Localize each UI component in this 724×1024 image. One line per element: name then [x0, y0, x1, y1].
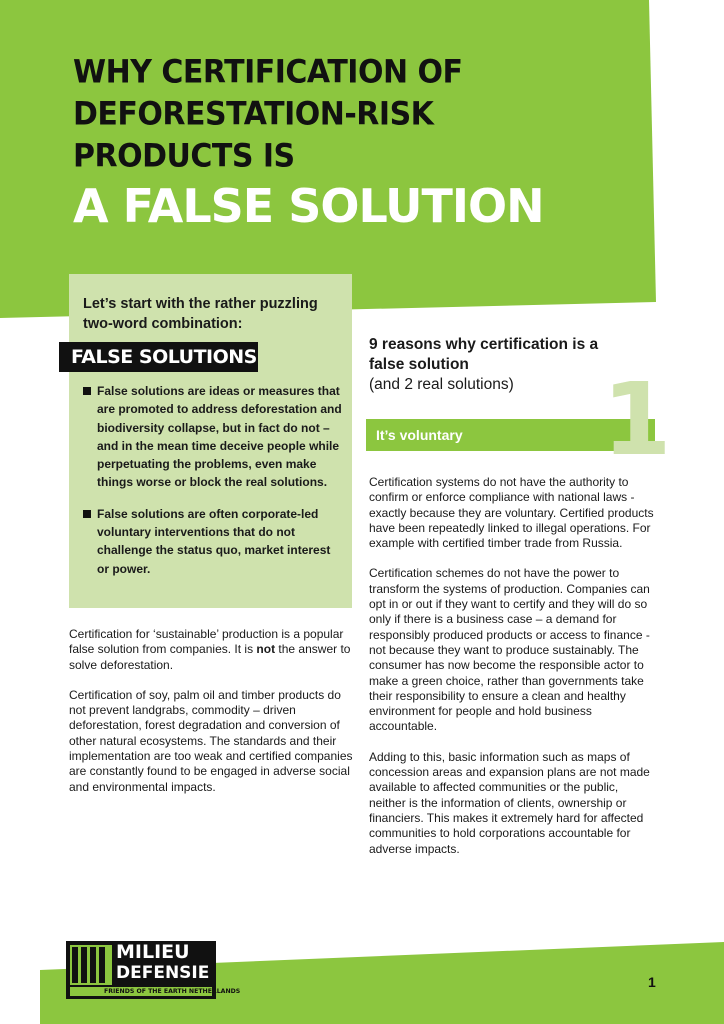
list-item	[83, 382, 345, 492]
bullet-list	[83, 382, 345, 591]
reasons-heading	[369, 335, 629, 395]
bold-emphasis: not	[256, 642, 276, 657]
square-bullet-icon	[83, 387, 91, 395]
paragraph: Certification schemes do not have the power to transform the systems of production. Companies can opt in or out if they want to certify and they will do so only if there is a business case – a demand for responsibly produced products or access to finance - not because they want to produce sustainably. The consumer has now become the responsible actor to make a green choice, rather than governments take their responsibility to ensure a clean and healthy environment for people and hold business accountable.	[369, 566, 650, 734]
false-solutions-box	[69, 274, 352, 608]
page-number: 1	[648, 974, 656, 990]
text-span: Certification for ‘sustainable’ production is a popular false solution from companies. It is	[69, 627, 344, 657]
title-line-3: PRODUCTS IS	[73, 137, 295, 176]
title-emphasis: A FALSE SOLUTION	[73, 179, 544, 233]
left-column-text	[69, 627, 354, 810]
box-intro: Let’s start with the rather puzzling two-word combination:	[83, 296, 318, 332]
bullet-text: False solutions are ideas or measures that are promoted to address deforestation and biodiversity collapse, but in fact do not – and in the mean time deceive people while perpetuating the problems, even make things worse or block the real solutions.	[97, 384, 342, 490]
page-title	[73, 50, 633, 234]
logo-tagline: FRIENDS OF THE EARTH NETHERLANDS	[104, 988, 241, 995]
list-item	[83, 505, 345, 578]
text-span: the answer to solve deforestation.	[69, 642, 351, 672]
logo-line-1: MILIEU	[116, 941, 190, 963]
paragraph	[69, 627, 354, 673]
false-solutions-label: FALSE SOLUTIONS	[59, 342, 258, 372]
title-line-1: WHY CERTIFICATION OF	[73, 53, 463, 92]
paragraph: Certification systems do not have the authority to confirm or enforce compliance with national laws - exactly because they are voluntary. Certified products have been repeatedly linked to illegal operations. For example with certified timber trade from Russia.	[369, 475, 654, 551]
reasons-subtitle: (and 2 real solutions)	[369, 376, 514, 393]
title-line-2: DEFORESTATION-RISK	[73, 95, 434, 134]
bullet-text: False solutions are often corporate-led voluntary interventions that do not challenge the status quo, market interest or power.	[97, 506, 331, 576]
right-column-text	[369, 475, 654, 872]
milieudefensie-logo	[66, 941, 241, 1001]
reasons-title: 9 reasons why certification is a false solution	[369, 336, 599, 373]
reason-1-label: It’s voluntary	[376, 427, 463, 443]
paragraph: Certification of soy, palm oil and timber products do not prevent landgrabs, commodity – driven deforestation, forest degradation and conversion of other natural ecosystems. The standards and their implementation are too weak and certified companies are constantly found to be engaged in adverse social and environmental impacts.	[69, 687, 353, 794]
reason-number: 1	[602, 361, 672, 478]
square-bullet-icon	[83, 510, 91, 518]
logo-line-2: DEFENSIE	[116, 963, 210, 983]
paragraph: Adding to this, basic information such as maps of concession areas and expansion plans are not made available to affected communities or the public, neither is the information of clients, ownership or financiers. This makes it extremely hard for affected communities to hold corporations accountable for adverse impacts.	[369, 749, 650, 856]
